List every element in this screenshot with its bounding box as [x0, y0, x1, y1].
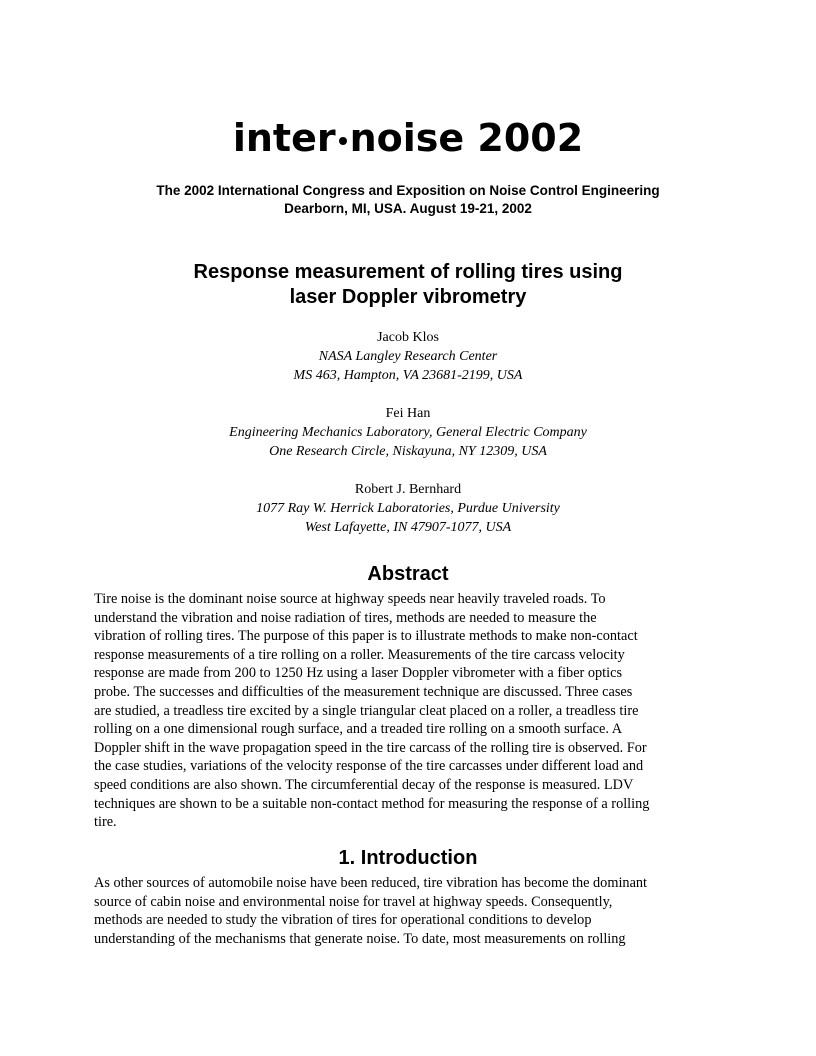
- author-block: [0, 328, 816, 385]
- author-name: Robert J. Bernhard: [354, 482, 462, 497]
- introduction-line: As other sources of automobile noise have been reduced, tire vibration has become the dominant: [94, 875, 648, 891]
- title-line-2: laser Doppler vibrometry: [289, 286, 527, 308]
- abstract-body: [94, 590, 718, 832]
- author-block: [0, 404, 816, 461]
- author-affiliation: NASA Langley Research Center: [318, 349, 498, 364]
- conference-line-2: Dearborn, MI, USA. August 19-21, 2002: [284, 201, 532, 216]
- introduction-line: source of cabin noise and environmental noise for travel at highway speeds. Consequently,: [94, 893, 613, 910]
- author-affiliation: Engineering Mechanics Laboratory, General Electric Company: [229, 425, 587, 440]
- introduction-body: [94, 874, 718, 948]
- author-name: Fei Han: [385, 406, 431, 421]
- abstract-line: Tire noise is the dominant noise source at highway speeds near heavily traveled roads. To: [94, 591, 606, 607]
- author-address: MS 463, Hampton, VA 23681-2199, USA: [293, 368, 523, 383]
- author-block: [0, 480, 816, 537]
- author-affiliation: 1077 Ray W. Herrick Laboratories, Purdue University: [256, 501, 560, 516]
- author-list: [0, 328, 816, 556]
- abstract-line: are studied, a treadless tire excited by a single triangular cleat placed on a roller, a treadless tire: [94, 702, 639, 719]
- abstract-line: understand the vibration and noise radiation of tires, methods are needed to measure the: [94, 609, 597, 626]
- abstract-heading: Abstract: [367, 563, 449, 585]
- abstract-line: response measurements of a tire rolling on a roller. Measurements of the tire carcass velocity: [94, 646, 625, 663]
- author-address: One Research Circle, Niskayuna, NY 12309, USA: [269, 444, 547, 459]
- abstract-line: Doppler shift in the wave propagation speed in the tire carcass of the rolling tire is observed. For: [94, 739, 647, 756]
- logo-text-left: inter: [232, 116, 336, 160]
- introduction-line: methods are needed to study the vibration of tires for operational conditions to develop: [94, 912, 592, 929]
- logo-text-right: noise 2002: [349, 116, 584, 160]
- paper-title: [0, 260, 816, 310]
- abstract-line: probe. The successes and difficulties of the measurement technique are discussed. Three cases: [94, 683, 633, 700]
- abstract-line: vibration of rolling tires. The purpose of this paper is to illustrate methods to make non-contact: [94, 628, 638, 645]
- conference-info: [0, 182, 816, 218]
- introduction-line: understanding of the mechanisms that generate noise. To date, most measurements on rolling: [94, 930, 626, 947]
- abstract-line: the case studies, variations of the velocity response of the tire carcasses under different load and: [94, 758, 644, 775]
- abstract-line: speed conditions are also shown. The circumferential decay of the response is measured. LDV: [94, 776, 634, 793]
- abstract-line: techniques are shown to be a suitable non-contact method for measuring the response of a rolling: [94, 795, 650, 812]
- abstract-line: rolling on a one dimensional rough surface, and a treaded tire rolling on a smooth surface. A: [94, 721, 623, 738]
- author-address: West Lafayette, IN 47907-1077, USA: [304, 520, 512, 535]
- author-name: Jacob Klos: [377, 330, 439, 345]
- abstract-line: response are made from 200 to 1250 Hz using a laser Doppler vibrometer with a fiber optics: [94, 665, 623, 682]
- introduction-heading: 1. Introduction: [338, 847, 478, 869]
- logo-dot-icon: [339, 137, 347, 145]
- title-line-1: Response measurement of rolling tires using: [193, 261, 623, 283]
- abstract-line: tire.: [94, 814, 117, 831]
- conference-logo: [0, 116, 816, 160]
- conference-line-1: The 2002 International Congress and Exposition on Noise Control Engineering: [156, 183, 660, 198]
